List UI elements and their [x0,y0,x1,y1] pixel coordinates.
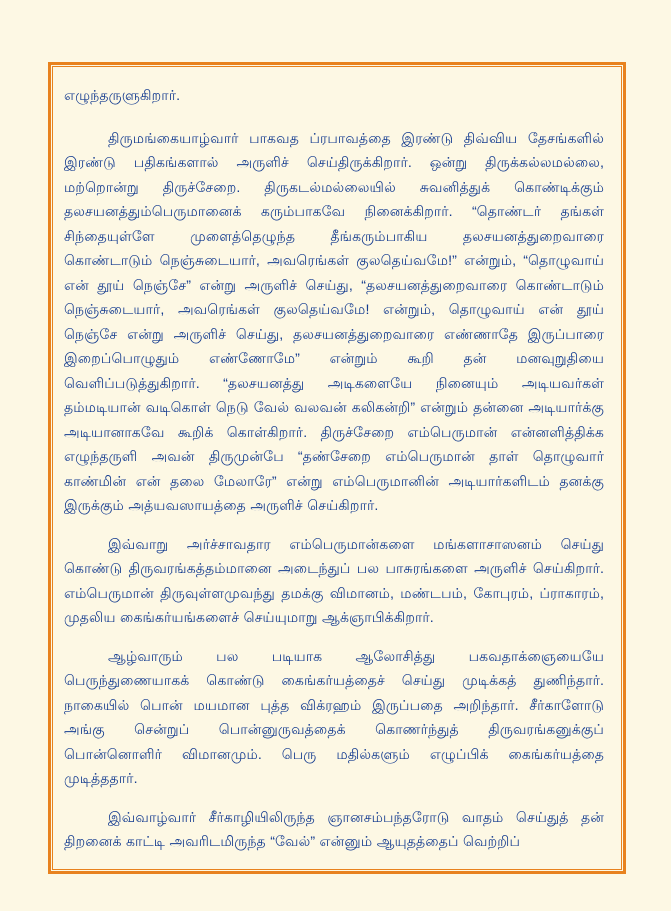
paragraph-0: எழுந்தருளுகிறார். [64,88,181,104]
paragraph-1: திருமங்கையாழ்வார் பாகவத ப்ரபாவத்தை இரண்டு திவ்விய தேசங்களில் இரண்டு பதிகங்களால் அருளிச் செய்திருக்கிறார். ஒன்று திருக்கல்லமல்லை, மற்றொன்று திருச்சேறை. திருகடல்மல்லையில் சுவனித்துக் கொண்டிக்கும் தலசயனத்தும்பெருமானைக் கரும்பாகவே நினைக்கிறார். “தொண்டர் தங்கள் சிந்தையுள்ளே முளைத்தெழுந்த தீங்கரும்பாகிய தலசயனத்துறைவாரை கொண்டாடும் நெஞ்சுடையார், அவரெங்கள் குலதெய்வமே!” என்றும், “தொழுவாய் என் தூய் நெஞ்சே” என்று அருளிச் செய்து, “தலசயனத்துறைவாரை கொண்டாடும் நெஞ்சுடையார், அவரெங்கள் குலதெய்வமே! என்றும், தொழுவாய் என் தூய் நெஞ்சே என்று அருளிச் செய்து, தலசயனத்துறைவாரை எண்ணாதே இருப்பாரை இறைப்பொழுதும் எண்ணோமே” என்றும் கூறி தன் மனவுறுதியை வெளிப்படுத்துகிறார். “தலசயனத்து அடிகளையே நினையும் அடியவர்கள் தம்மடியான் வடிகொள் நெடு வேல் வலவன் கலிகன்றி” என்றும் தன்னை அடியார்க்கு அடியானாகவே கூறிக் கொள்கிறார். திருச்சேறை எம்பெருமான் என்னளித்திக்க எழுந்தருளி அவன் திருமுன்பே “தண்சேறை எம்பெருமான் தாள் தொழுவார் காண்மின் என் தலை மேலாரே” என்று எம்பெருமானின் அடியார்களிடம் தனக்கு இருக்கும் அத்யவஸாயத்தை அருளிச் செய்கிறார். [64,130,604,514]
paragraph-4: இவ்வாழ்வார் சீர்காழியிலிருந்த ஞானசம்பந்தரோடு வாதம் செய்துத் தன் திறனைக் காட்டி அவரிடமிருந்த “வேல்” என்னும் ஆயுதத்தைப் வெற்றிப் [64,809,604,850]
page-text-content [60,84,608,854]
paragraph-2: இவ்வாறு அர்ச்சாவதார எம்பெருமான்களை மங்களாசாஸனம் செய்து கொண்டு திருவரங்கத்தம்மானை அடைந்துப் பல பாசுரங்களை அருளிச் செய்கிறார். எம்பெருமான் திருவுள்ளமுவந்து தமக்கு விமானம், மண்டபம், கோபுரம், ப்ராகாரம், முதலிய கைங்கர்யங்களைச் செய்யுமாறு ஆக்ஞாபிக்கிறார். [64,536,604,626]
paragraph-3: ஆழ்வாரும் பல படியாக ஆலோசித்து பகவதாக்ஞையையே பெருந்துணையாகக் கொண்டு கைங்கர்யத்தைச் செய்து முடிக்கத் துணிந்தார். நாகையில் பொன் மயமான புத்த விக்ரஹம் இருப்பதை அறிந்தார். சீர்காளோடு அங்கு சென்றுப் பொன்னுருவத்தைக் கொணர்ந்துத் திருவரங்கனுக்குப் பொன்னொளிர் விமானமும். பெரு மதில்களும் எழுப்பிக் கைங்கர்யத்தை முடித்ததார். [64,648,604,787]
